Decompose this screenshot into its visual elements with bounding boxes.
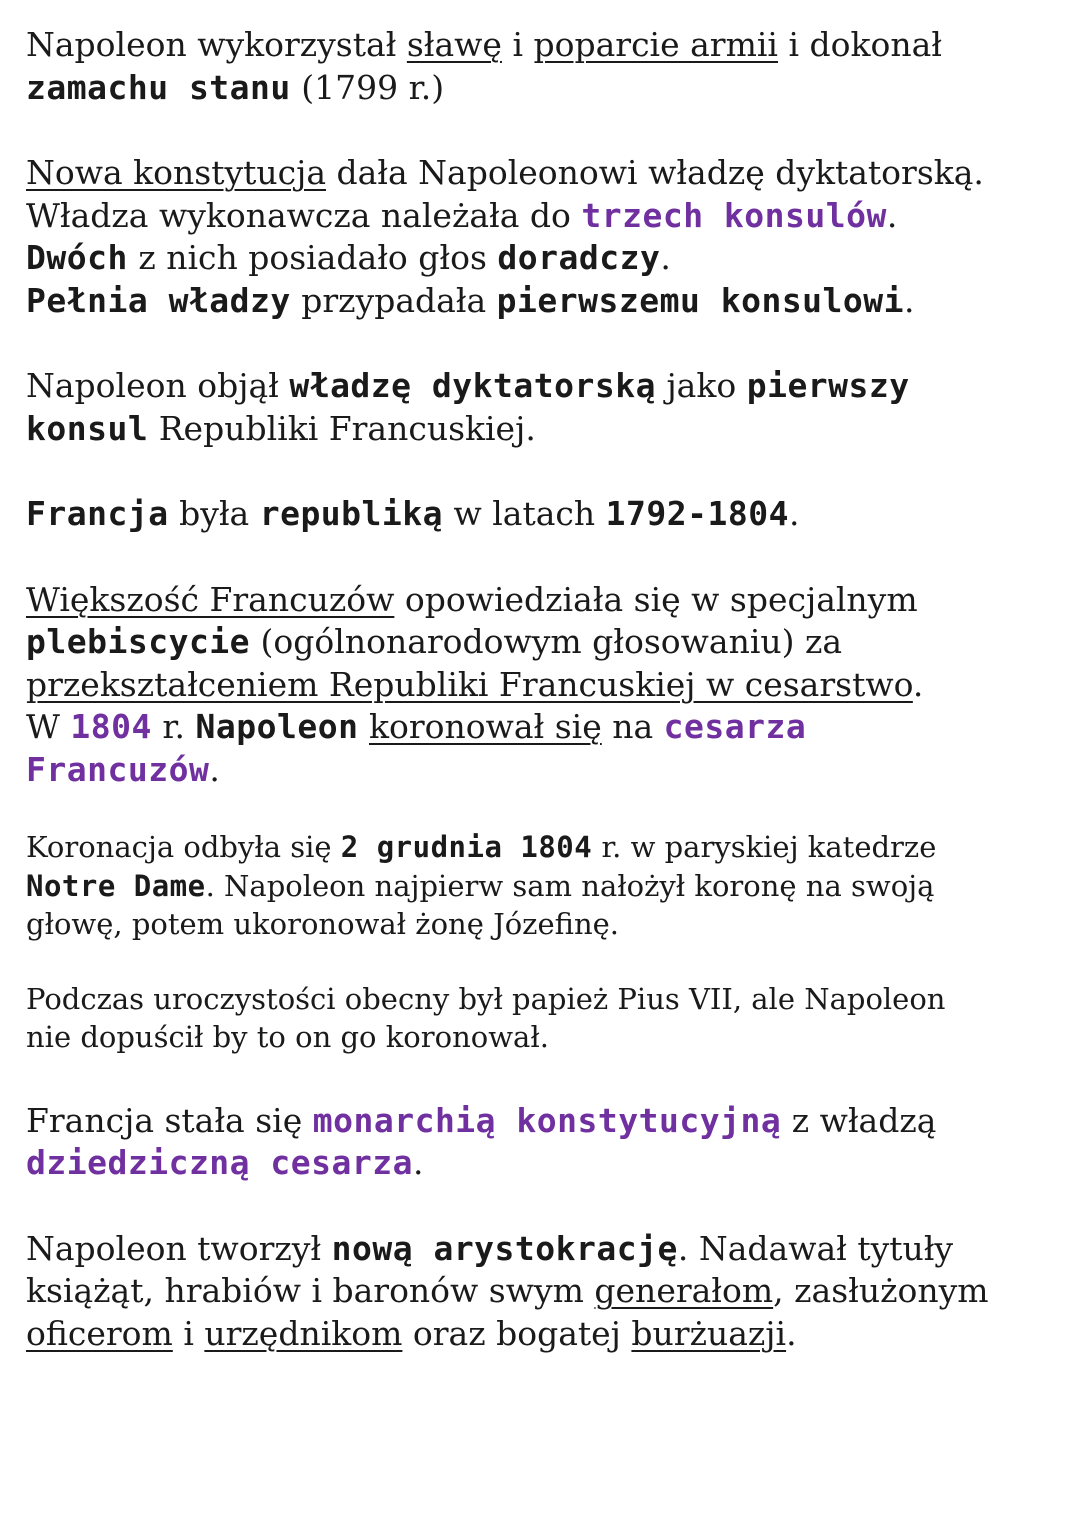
text-segment: .	[786, 1313, 797, 1353]
bold-term: Francuzów	[26, 749, 210, 789]
paragraph-pope	[26, 980, 1066, 1057]
text-segment: .	[886, 195, 898, 235]
text-line	[26, 280, 1066, 323]
bold-term: Pełnia władzy	[26, 280, 291, 320]
bold-term: 2 grudnia 1804	[340, 830, 593, 864]
bold-term: 1792-1804	[605, 494, 789, 533]
bold-term: cesarza	[663, 707, 807, 746]
text-segment: i dokonał	[777, 25, 943, 64]
text-line	[26, 1142, 1066, 1185]
text-segment: jako	[655, 366, 747, 405]
text-line	[26, 1018, 1066, 1057]
bold-term: doradczy	[497, 238, 661, 277]
text-segment: . Nadawał tytuły	[677, 1228, 954, 1268]
bold-term: monarchią konstytucyjną	[312, 1100, 782, 1140]
text-segment: .	[209, 749, 220, 789]
paragraph-plebiscite	[26, 579, 1066, 792]
underlined-term: oficerom	[26, 1313, 173, 1353]
text-segment: i	[172, 1313, 205, 1353]
text-segment: głowę, potem ukoronował żonę Józefinę.	[26, 907, 620, 941]
text-segment: .	[788, 494, 800, 533]
bold-term: dziedziczną cesarza	[26, 1143, 413, 1182]
text-segment: , zasłużonym	[773, 1271, 989, 1310]
bold-term: Dwóch	[26, 238, 128, 277]
text-line	[26, 749, 1066, 792]
bold-term: trzech konsulów	[581, 195, 887, 235]
paragraph-republic-years	[26, 493, 1066, 536]
text-segment: i	[501, 25, 534, 64]
text-line	[26, 828, 1066, 867]
text-line	[26, 365, 1066, 408]
paragraph-coronation	[26, 828, 1066, 944]
notes-page	[26, 24, 1066, 1355]
text-segment: Napoleon wykorzystał	[26, 25, 407, 64]
text-segment: Republiki Francuskiej.	[148, 408, 536, 448]
text-segment	[358, 707, 369, 746]
paragraph-monarchy	[26, 1100, 1066, 1185]
text-segment: Władza wykonawcza należała do	[26, 195, 582, 235]
bold-term: republiką	[259, 494, 444, 533]
text-segment: Napoleon objął	[26, 366, 290, 405]
text-line	[26, 24, 1066, 67]
text-segment: r. w paryskiej katedrze	[592, 830, 937, 864]
bold-term: Francja	[26, 494, 169, 533]
text-segment: .	[660, 238, 671, 277]
text-line	[26, 579, 1066, 622]
paragraph-aristocracy	[26, 1228, 1066, 1356]
text-segment: .	[413, 1143, 424, 1182]
text-line	[26, 905, 1066, 944]
text-line	[26, 980, 1066, 1019]
bold-term: konsul	[26, 408, 149, 448]
text-segment: .	[904, 280, 915, 320]
bold-term: Napoleon	[195, 707, 359, 746]
text-segment: Francja stała się	[26, 1100, 313, 1140]
underlined-term: burżuazji	[631, 1313, 787, 1353]
paragraph-coup	[26, 24, 1066, 109]
bold-term: Notre Dame	[26, 868, 206, 903]
text-segment: r.	[151, 707, 196, 746]
text-segment: Napoleon tworzył	[26, 1228, 332, 1268]
text-segment: W	[26, 707, 71, 746]
text-segment: z władzą	[781, 1100, 937, 1140]
bold-term: plebiscycie	[26, 622, 251, 661]
bold-term: zamachu stanu	[26, 67, 291, 107]
text-line	[26, 195, 1066, 238]
text-line	[26, 1228, 1066, 1271]
text-segment: .	[912, 664, 924, 704]
underlined-term: poparcie armii	[533, 25, 778, 64]
bold-term: nową arystokrację	[331, 1228, 678, 1268]
text-line	[26, 1270, 1066, 1313]
bold-term: pierwszy	[746, 366, 910, 405]
text-segment: była	[168, 494, 260, 533]
text-segment: (1799 r.)	[290, 67, 445, 107]
bold-term: 1804	[70, 707, 152, 746]
text-line	[26, 67, 1066, 110]
text-line	[26, 1313, 1066, 1356]
text-segment: opowiedziała się w specjalnym	[394, 579, 918, 619]
text-line	[26, 237, 1066, 280]
text-segment: w latach	[443, 494, 606, 533]
text-line	[26, 621, 1066, 664]
text-segment: dała Napoleonowi władzę dyktatorską.	[326, 153, 984, 192]
text-line	[26, 867, 1066, 906]
text-line	[26, 408, 1066, 451]
underlined-term: koronował się	[368, 707, 602, 746]
text-segment: Podczas uroczystości obecny był papież Pius VII, ale Napoleon	[26, 981, 946, 1016]
text-segment: na	[601, 707, 664, 746]
bold-term: pierwszemu konsulowi	[496, 280, 905, 320]
text-line	[26, 1100, 1066, 1143]
underlined-term: Większość Francuzów	[26, 579, 395, 619]
underlined-term: urzędnikom	[204, 1313, 403, 1353]
text-line	[26, 152, 1066, 195]
underlined-term: Nowa konstytucja	[26, 153, 327, 192]
text-segment: z nich posiadało głos	[127, 238, 498, 277]
text-line	[26, 706, 1066, 749]
underlined-term: przekształceniem Republiki Francuskiej w cesarstwo	[26, 664, 913, 704]
bold-term: władzę dyktatorską	[289, 366, 656, 405]
text-segment: nie dopuścił by to on go koronował.	[26, 1020, 549, 1054]
text-line	[26, 493, 1066, 536]
text-segment: przypadała	[290, 280, 497, 320]
text-line	[26, 664, 1066, 707]
underlined-term: generałom	[594, 1271, 774, 1310]
underlined-term: sławę	[406, 25, 502, 64]
text-segment: książąt, hrabiów i baronów swym	[26, 1271, 595, 1310]
paragraph-first-consul	[26, 365, 1066, 450]
paragraph-constitution	[26, 152, 1066, 322]
text-segment: Koronacja odbyła się	[26, 830, 341, 864]
text-segment: (ogólnonarodowym głosowaniu) za	[250, 622, 843, 661]
text-segment: . Napoleon najpierw sam nałożył koronę na swoją	[205, 868, 935, 903]
text-segment: oraz bogatej	[402, 1313, 632, 1353]
